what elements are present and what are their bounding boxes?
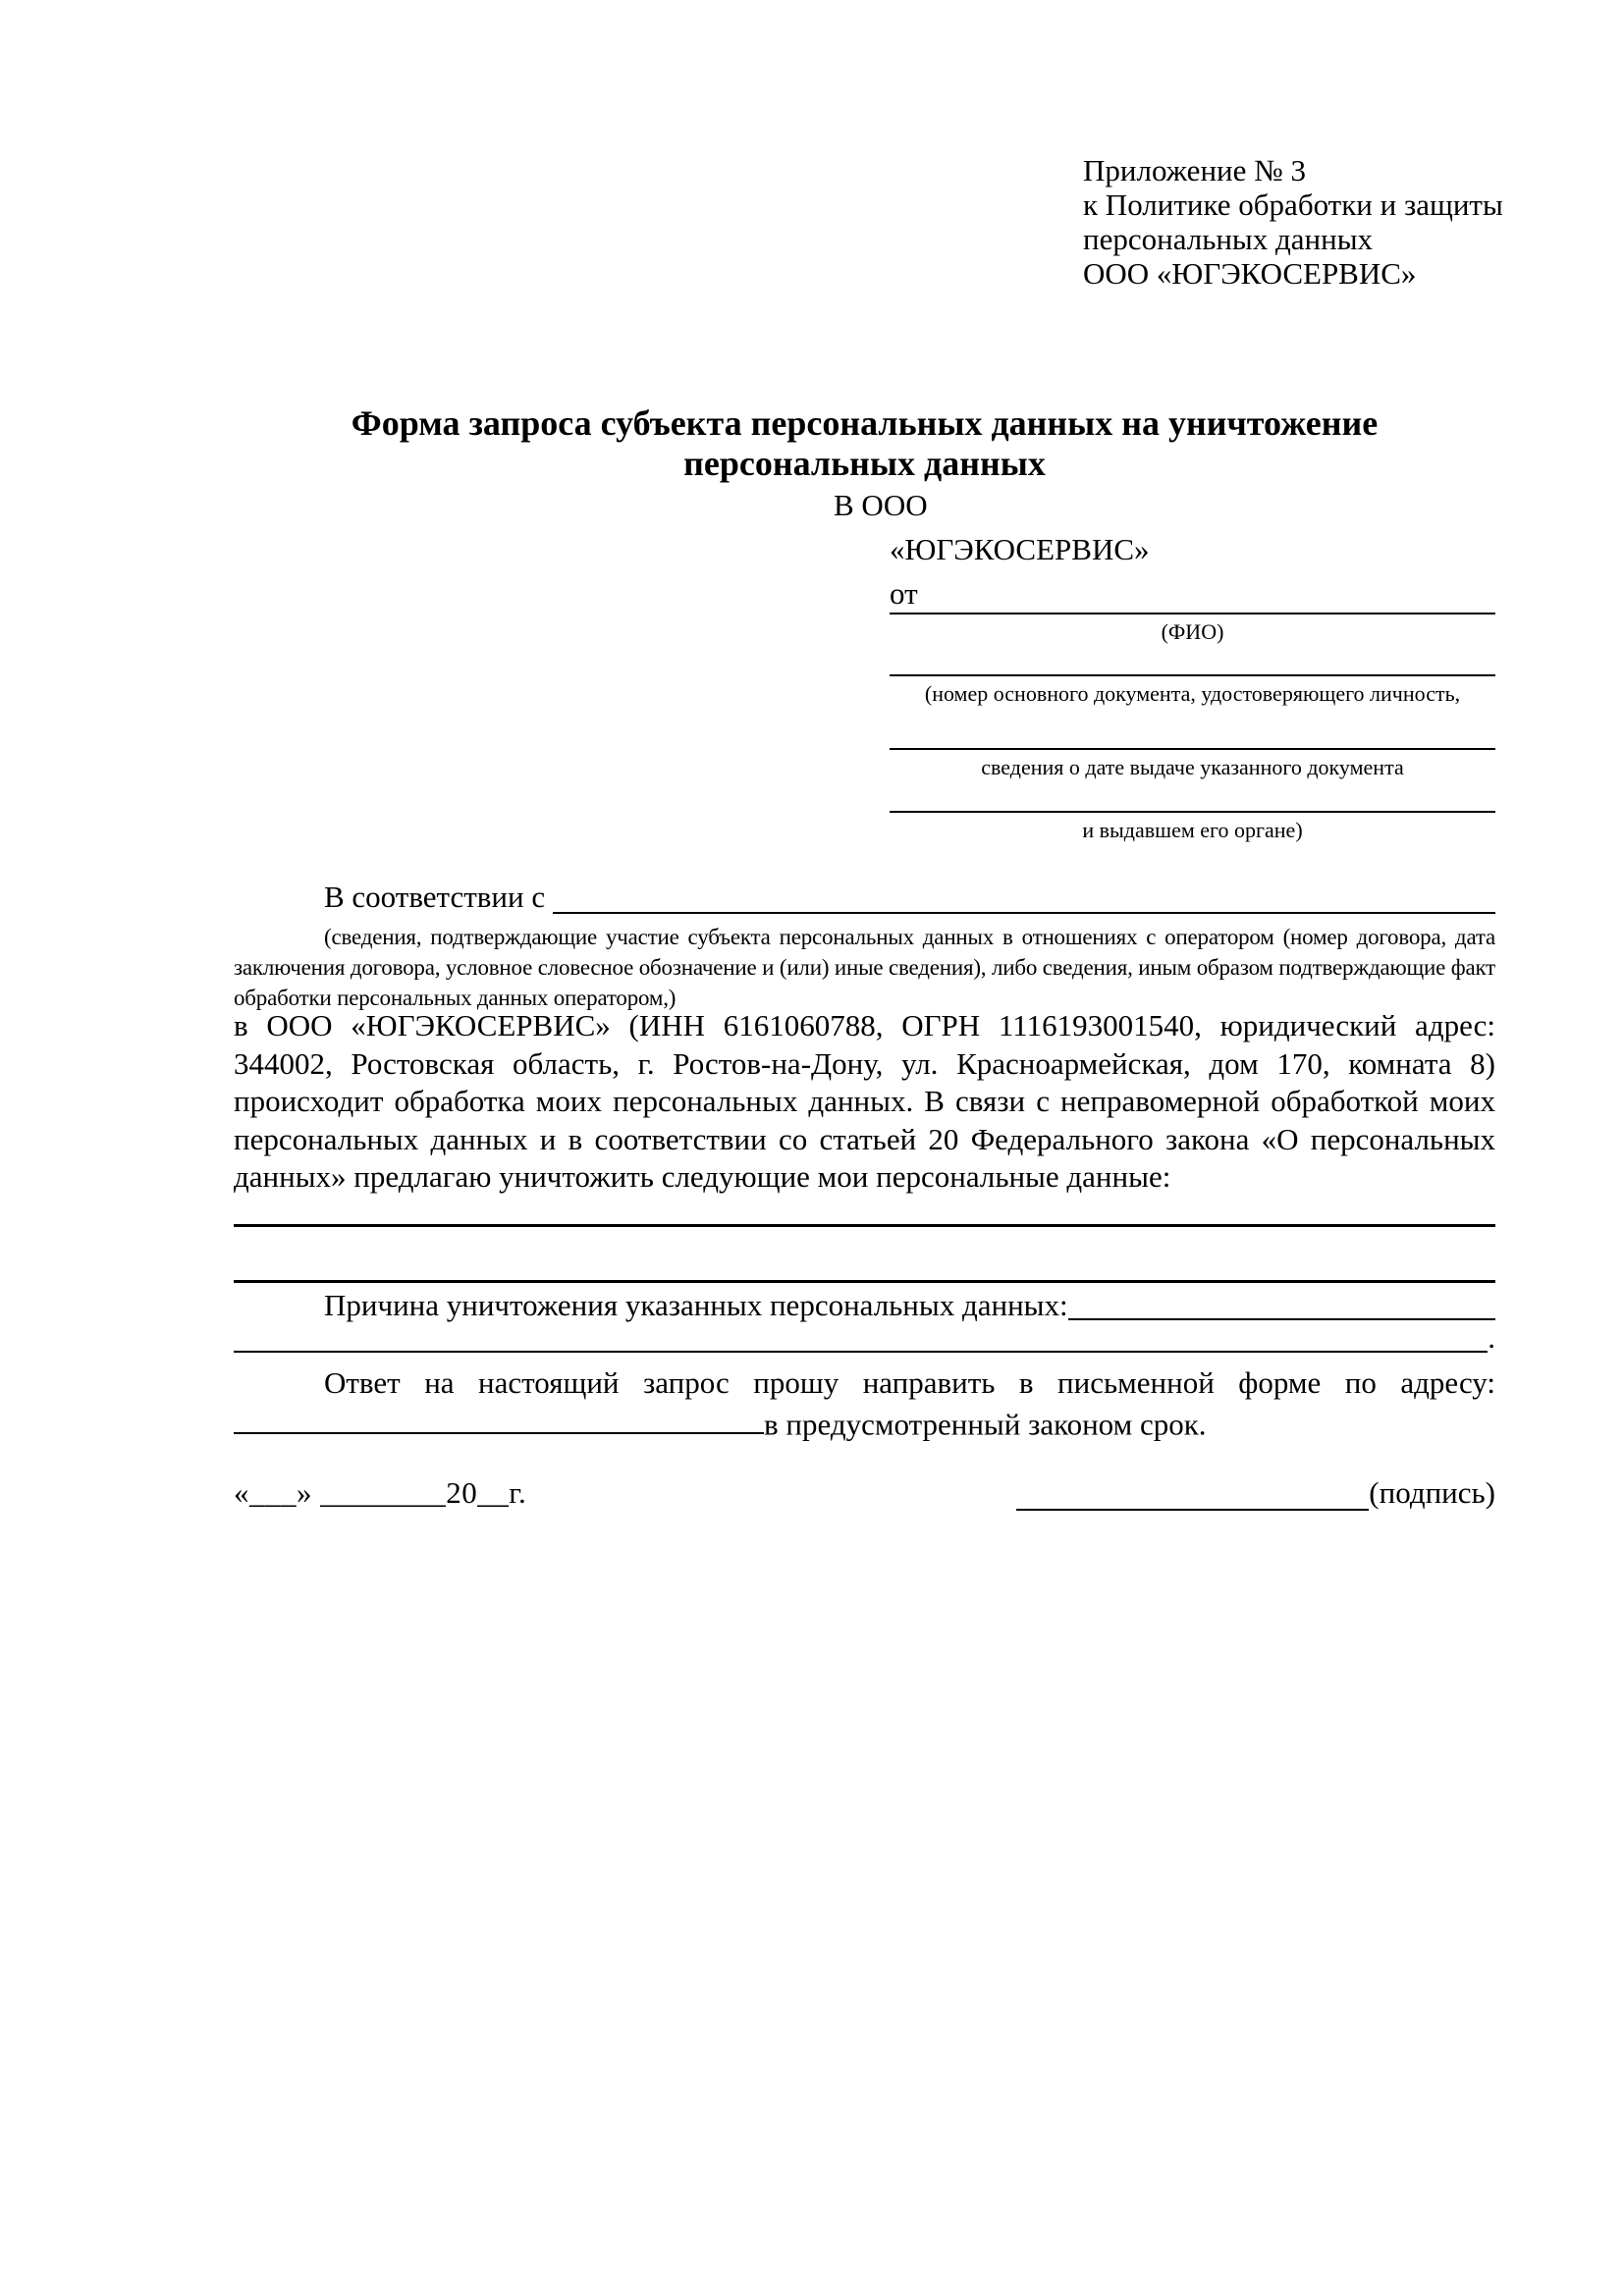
accordance-label: В соответствии с — [324, 880, 546, 914]
doc-number-caption: (номер основного документа, удостоверяющего личность, — [924, 681, 1461, 706]
signature-fill-line — [1016, 1475, 1369, 1511]
signature-caption: (подпись) — [1369, 1475, 1495, 1510]
first-line-indent — [234, 880, 324, 919]
document-title — [234, 403, 1495, 484]
response-request-text: Ответ на настоящий запрос прошу направить в письменной форме по адресу: — [324, 1365, 1495, 1400]
response-paragraph — [234, 1364, 1495, 1444]
data-blank-line-1 — [234, 1224, 1495, 1227]
response-suffix-text: в предусмотренный законом срок. — [764, 1407, 1207, 1442]
reason-fill-line — [1068, 1288, 1495, 1320]
issue-org-caption: и выдавшем его органе) — [1082, 818, 1303, 842]
main-paragraph: в ООО «ЮГЭКОСЕРВИС» (ИНН 6161060788, ОГРН 1116193001540, юридический адрес: 344002, Ростовская область, г. Ростов-на-Дону, ул. Красноармейская, дом 170, комната 8) происходит обработка моих персональных данных. В связи с неправомерной обработкой моих персональных данных и в соответствии со статьей 20 Федерального закона «О персональных данных» предлагаю уничтожить следующие мои персональные данные: — [234, 1008, 1495, 1194]
reason-period: . — [1488, 1320, 1495, 1355]
reason-continuation-row — [234, 1321, 1495, 1355]
data-blank-line-2 — [234, 1280, 1495, 1283]
accordance-fill-line — [553, 880, 1495, 914]
issue-org-field-line — [890, 811, 1495, 813]
header-line-company: ООО «ЮГЭКОСЕРВИС» — [1083, 256, 1417, 291]
reason-label: Причина уничтожения указанных персональных данных: — [324, 1288, 1068, 1322]
issue-date-caption: сведения о дате выдаче указанного документа — [981, 755, 1404, 779]
first-line-indent — [234, 1288, 324, 1325]
header-block — [1083, 153, 1503, 291]
issue-date-field-line — [890, 748, 1495, 750]
title-line-2: персональных данных — [683, 444, 1046, 483]
doc-number-field-line — [890, 674, 1495, 676]
fio-caption: (ФИО) — [1161, 619, 1224, 644]
header-line-appendix: Приложение № 3 — [1083, 153, 1306, 187]
recipient-company: «ЮГЭКОСЕРВИС» — [890, 532, 1150, 566]
recipient-to-prefix: В ООО — [834, 488, 928, 522]
reason-continuation-line — [234, 1321, 1488, 1353]
header-line-policy: к Политике обработки и защиты — [1083, 187, 1503, 222]
title-line-1: Форма запроса субъекта персональных данных на уничтожение — [351, 403, 1379, 443]
signature-block — [1016, 1475, 1495, 1515]
response-address-fill-line — [234, 1403, 764, 1435]
accordance-row — [234, 880, 1495, 919]
fio-field-line — [890, 613, 1495, 614]
header-line-personal-data: персональных данных — [1083, 222, 1374, 256]
recipient-from-label: от — [890, 576, 918, 611]
fine-print-note: (сведения, подтверждающие участие субъекта персональных данных в отношениях с оператором (номер договора, дата заключения договора, условное словесное обозначение и (или) иные сведения), либо сведения, иным образом подтверждающие факт обработки персональных данных оператором,) — [234, 925, 1495, 1010]
reason-row — [234, 1288, 1495, 1325]
date-field: «___» ________20__г. — [234, 1475, 527, 1510]
